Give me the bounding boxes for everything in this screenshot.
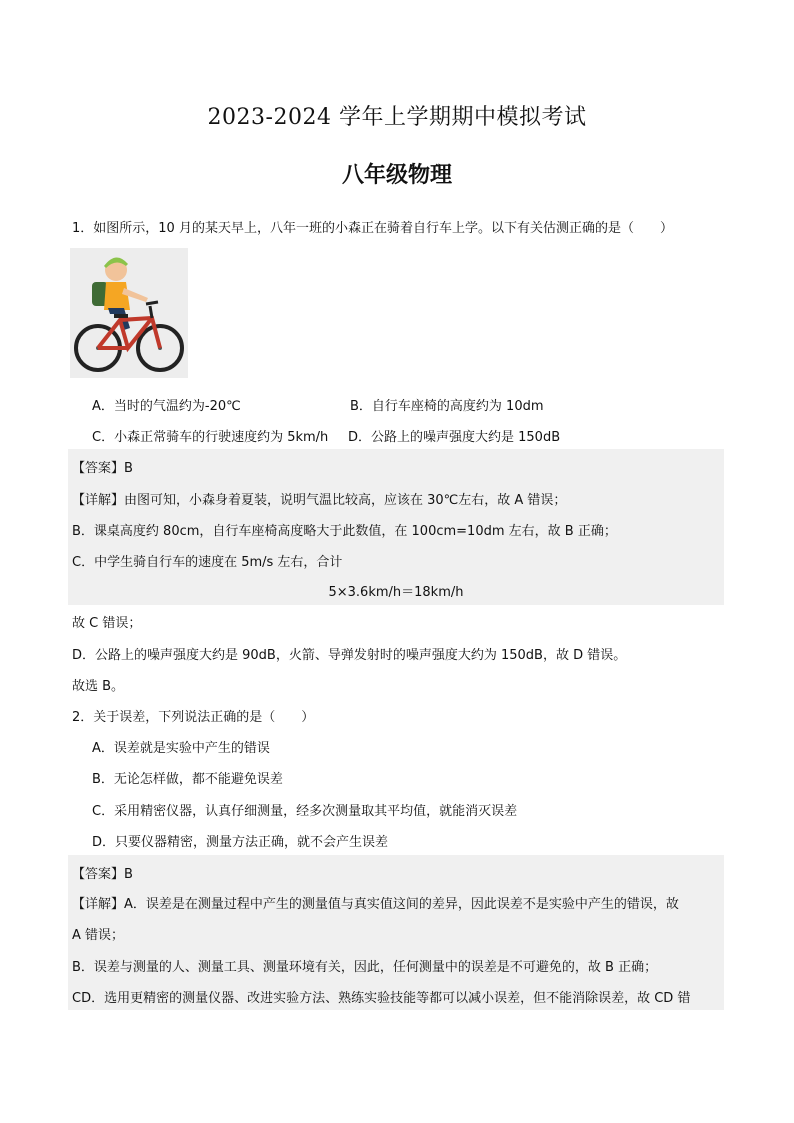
q1-explain-formula: 5×3.6km/h＝18km/h bbox=[328, 585, 464, 600]
q1-option-b: B．自行车座椅的高度约为 10dm bbox=[350, 399, 544, 414]
q1-explain-7: 故选 B。 bbox=[72, 679, 125, 694]
q2-answer: 【答案】B bbox=[72, 867, 133, 882]
q1-stem: 1．如图所示，10 月的某天早上，八年一班的小森正在骑着自行车上学。以下有关估测正确的是（ ） bbox=[72, 221, 673, 236]
q1-explain-5: 故 C 错误； bbox=[72, 616, 142, 631]
q1-explain-1: 【详解】由图可知，小森身着夏装，说明气温比较高，应该在 30℃左右，故 A 错误； bbox=[72, 493, 567, 508]
q1-option-a: A．当时的气温约为-20℃ bbox=[92, 399, 241, 414]
exam-subtitle: 八年级物理 bbox=[341, 162, 452, 188]
q2-option-a: A．误差就是实验中产生的错误 bbox=[92, 741, 270, 756]
q2-explain-2: A 错误； bbox=[72, 928, 125, 943]
q1-explain-6: D．公路上的噪声强度大约是 90dB，火箭、导弹发射时的噪声强度大约为 150dB，故 D 错误。 bbox=[72, 648, 627, 663]
q1-explain-3: C．中学生骑自行车的速度在 5m/s 左右，合计 bbox=[72, 555, 343, 570]
q1-option-c: C．小森正常骑车的行驶速度约为 5km/h bbox=[92, 430, 329, 445]
cyclist-illustration bbox=[70, 248, 188, 378]
q2-explain-3: B．误差与测量的人、测量工具、测量环境有关，因此，任何测量中的误差是不可避免的，故 B 正确； bbox=[72, 960, 658, 975]
q2-explain-1: 【详解】A．误差是在测量过程中产生的测量值与真实值这间的差异，因此误差不是实验中产生的错误，故 bbox=[72, 897, 679, 912]
exam-title: 2023-2024 学年上学期期中模拟考试 bbox=[207, 105, 587, 130]
q1-explain-2: B．课桌高度约 80cm，自行车座椅高度略大于此数值，在 100cm=10dm 左右，故 B 正确； bbox=[72, 524, 617, 539]
q2-option-d: D．只要仪器精密，测量方法正确，就不会产生误差 bbox=[92, 835, 389, 850]
q2-stem: 2．关于误差，下列说法正确的是（ ） bbox=[72, 710, 315, 725]
q2-explain-4: CD．选用更精密的测量仪器、改进实验方法、熟练实验技能等都可以减小误差，但不能消除误差，故 CD 错 bbox=[72, 991, 691, 1006]
q2-option-b: B．无论怎样做，都不能避免误差 bbox=[92, 772, 283, 787]
q1-option-d: D．公路上的噪声强度大约是 150dB bbox=[348, 430, 561, 445]
q1-answer: 【答案】B bbox=[72, 461, 133, 476]
q2-option-c: C．采用精密仪器，认真仔细测量，经多次测量取其平均值，就能消灭误差 bbox=[92, 804, 518, 819]
